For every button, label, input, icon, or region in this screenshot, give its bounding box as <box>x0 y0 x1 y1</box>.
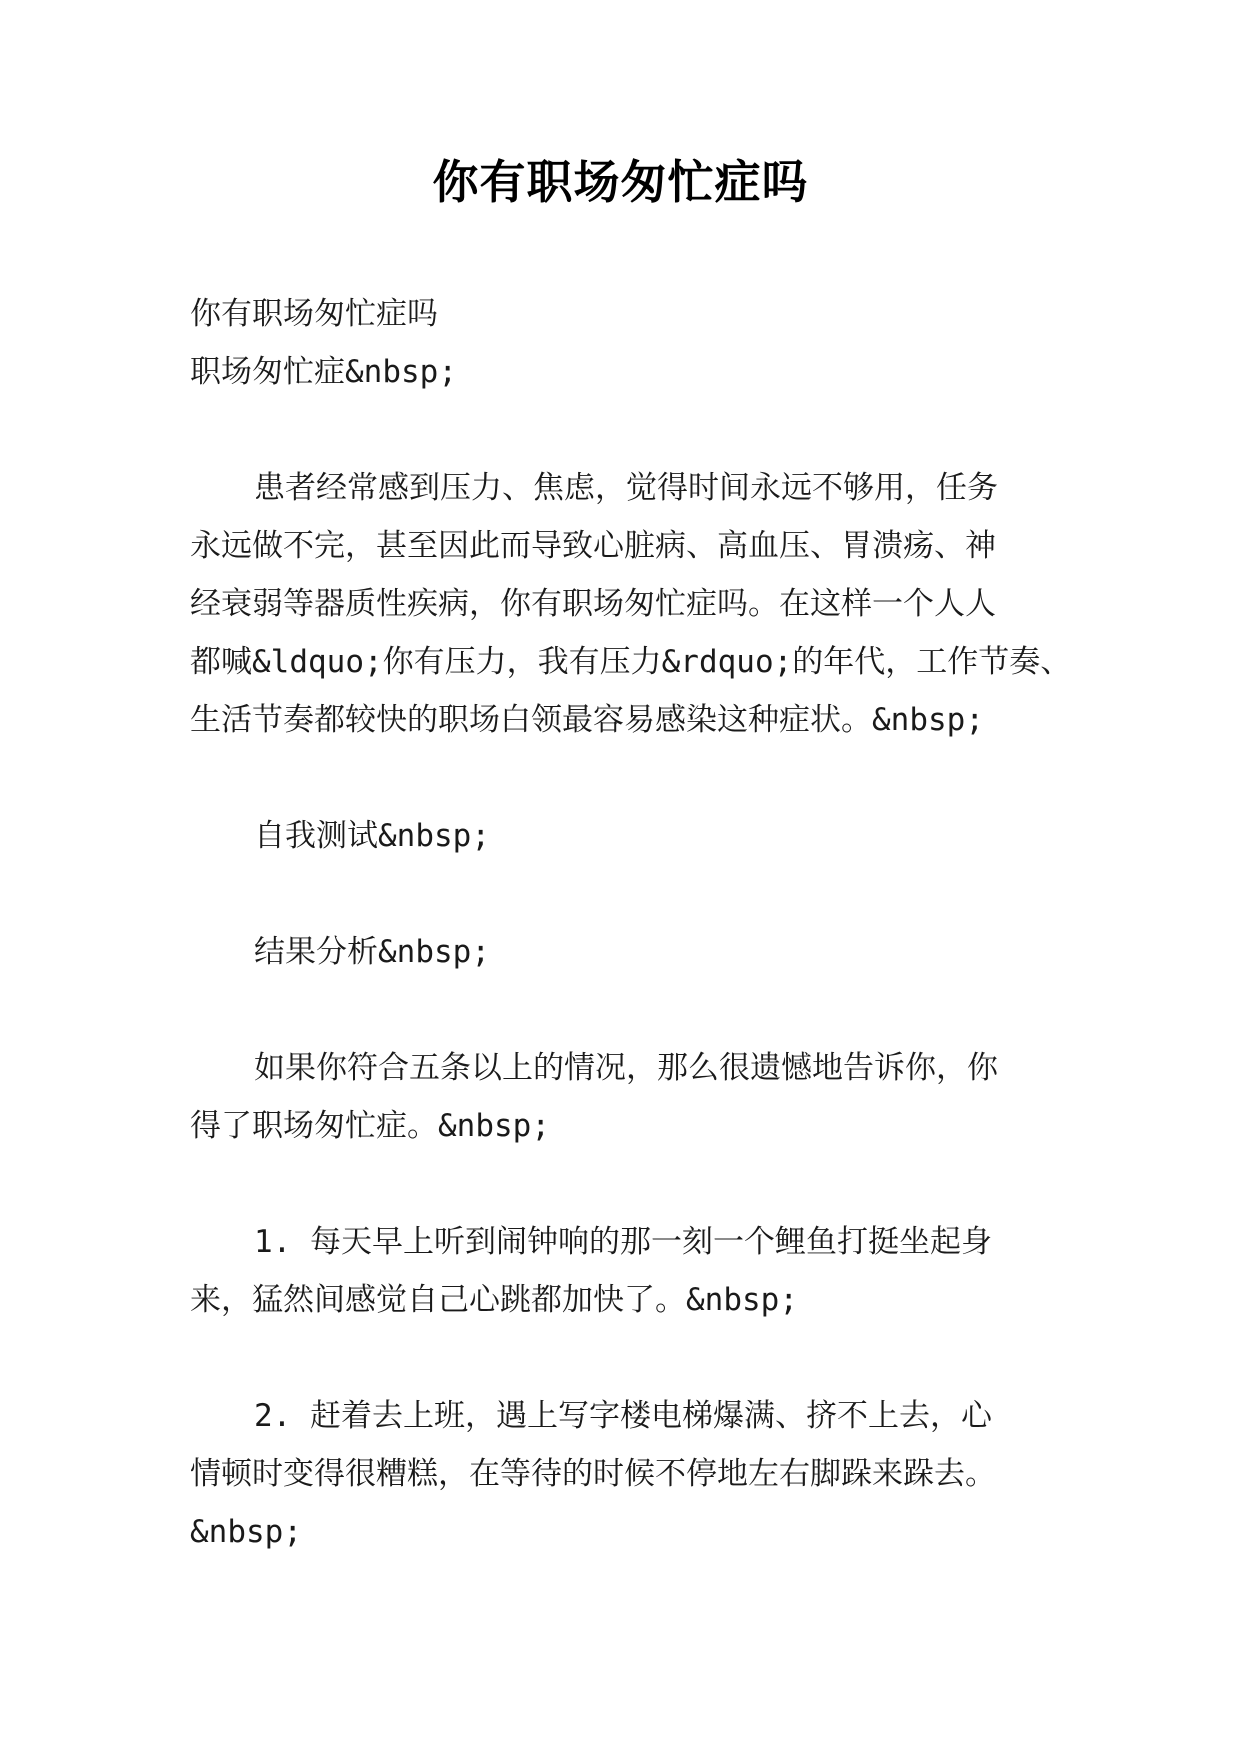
blank-line <box>190 981 1070 1039</box>
blank-line <box>190 1329 1070 1387</box>
document-body <box>190 285 1070 1561</box>
section-label-line: 职场匆忙症&nbsp; <box>190 354 457 390</box>
blank-line <box>190 749 1070 807</box>
self-test-heading: 自我测试&nbsp; <box>254 818 490 854</box>
blank-line <box>190 401 1070 459</box>
item2-line-2: 情顿时变得很糟糕，在等待的时候不停地左右脚跺来跺去。 <box>190 1456 996 1492</box>
list-item-1 <box>190 1213 1070 1329</box>
intro-line-2: 永远做不完，甚至因此而导致心脏病、高血压、胃溃疡、神 <box>190 528 996 564</box>
intro-line-3: 经衰弱等器质性疾病，你有职场匆忙症吗。在这样一个人人 <box>190 586 996 622</box>
verdict-paragraph <box>190 1039 1070 1155</box>
item1-line-1: 1. 每天早上听到闹钟响的那一刻一个鲤鱼打挺坐起身 <box>254 1224 992 1260</box>
list-item-2 <box>190 1387 1070 1561</box>
blank-line <box>190 1155 1070 1213</box>
document-title: 你有职场匆忙症吗 <box>432 155 809 209</box>
item2-line-1: 2. 赶着去上班，遇上写字楼电梯爆满、挤不上去，心 <box>254 1398 992 1434</box>
item1-line-2: 来，猛然间感觉自己心跳都加快了。&nbsp; <box>190 1282 798 1318</box>
intro-line-1: 患者经常感到压力、焦虑，觉得时间永远不够用，任务 <box>254 470 998 506</box>
blank-line <box>190 865 1070 923</box>
intro-line-5: 生活节奏都较快的职场白领最容易感染这种症状。&nbsp; <box>190 702 984 738</box>
subtitle-line: 你有职场匆忙症吗 <box>190 296 438 332</box>
item2-line-3: &nbsp; <box>190 1514 302 1550</box>
result-analysis-heading: 结果分析&nbsp; <box>254 934 490 970</box>
verdict-line-1: 如果你符合五条以上的情况，那么很遗憾地告诉你，你 <box>254 1050 998 1086</box>
intro-line-4: 都喊&ldquo;你有压力，我有压力&rdquo;的年代，工作节奏、 <box>190 644 1072 680</box>
intro-paragraph <box>190 459 1070 749</box>
verdict-line-2: 得了职场匆忙症。&nbsp; <box>190 1108 550 1144</box>
